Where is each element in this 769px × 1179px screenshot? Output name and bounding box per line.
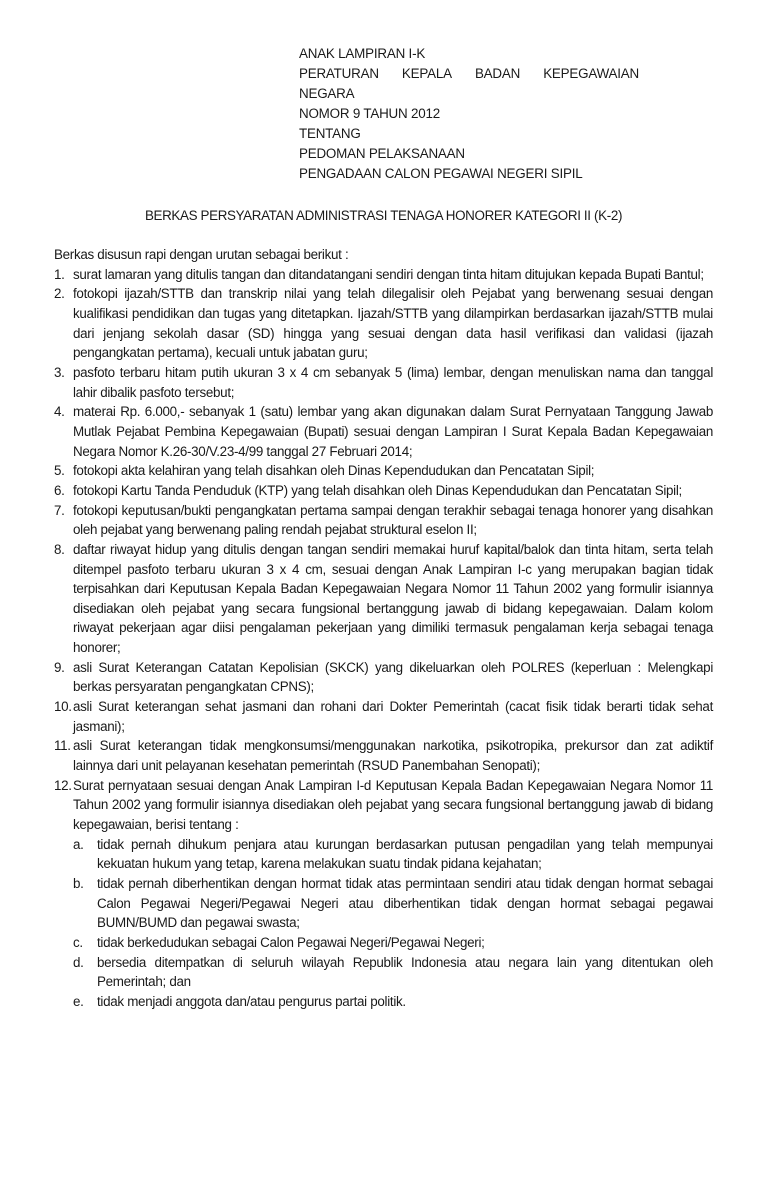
item-text: fotokopi Kartu Tanda Penduduk (KTP) yang telah disahkan oleh Dinas Kependudukan dan Pencatatan Sipil; <box>73 482 682 498</box>
sub-item-text: bersedia ditempatkan di seluruh wilayah Republik Indonesia atau negara lain yang ditentukan oleh Pemerintah; dan <box>97 954 713 990</box>
item-text: pasfoto terbaru hitam putih ukuran 3 x 4 cm sebanyak 5 (lima) lembar, dengan menuliskan nama dan tanggal lahir dibalik pasfoto tersebut; <box>73 364 713 400</box>
header-line-regulation <box>299 64 639 84</box>
list-item <box>54 540 713 658</box>
sub-item-letter: a. <box>73 836 84 852</box>
item-number: 8. <box>54 541 65 557</box>
sub-list-item <box>54 953 713 992</box>
header-line-attachment: ANAK LAMPIRAN I-K <box>299 46 426 61</box>
document-title: BERKAS PERSYARATAN ADMINISTRASI TENAGA HONORER KATEGORI II (K-2) <box>144 208 623 223</box>
item-number: 7. <box>54 502 65 518</box>
list-item <box>54 461 713 481</box>
item-number: 2. <box>54 286 65 302</box>
header-line-subject: PENGADAAN CALON PEGAWAI NEGERI SIPIL <box>299 166 583 181</box>
item-text: asli Surat Keterangan Catatan Kepolisian (SKCK) yang dikeluarkan oleh POLRES (keperluan : Melengkapi berkas persyaratan pengangkatan CPNS); <box>73 659 713 695</box>
sub-list-item <box>54 874 713 933</box>
item-text: fotokopi keputusan/bukti pengangkatan pertama sampai dengan terakhir sebagai tenaga honorer yang disahkan oleh pejabat yang berwenang paling rendah pejabat struktural eselon II; <box>73 502 713 538</box>
item-text: daftar riwayat hidup yang ditulis dengan tangan sendiri memakai huruf kapital/balok dan tinta hitam, serta telah ditempel pasfoto terbaru ukuran 3 x 4 cm, sesuai dengan Anak Lampiran I-c yang merupakan bagian tidak terpisahkan dari Keputusan Kepala Badan Kepegawaian Negara Nomor 11 Tahun 2002 yang formulir isiannya disediakan oleh pejabat yang secara fungsional bertanggung jawab di bidang kepegawaian. Dalam kolom riwayat pekerjaan agar diisi pengalaman pekerjaan yang dimiliki termasuk pengalaman kerja sebagai tenaga honorer; <box>73 541 713 656</box>
header-line-agency: NEGARA <box>299 86 355 101</box>
item-text: fotokopi akta kelahiran yang telah disahkan oleh Dinas Kependudukan dan Pencatatan Sipil; <box>73 463 595 479</box>
item-text: asli Surat keterangan sehat jasmani dan rohani dari Dokter Pemerintah (cacat fisik tidak berarti tidak sehat jasmani); <box>73 699 713 734</box>
document-body <box>54 245 713 1012</box>
sub-item-letter: e. <box>73 993 84 1009</box>
header-word: BADAN <box>474 66 521 81</box>
list-item <box>54 697 713 736</box>
list-item <box>54 284 713 363</box>
item-number: 11. <box>54 738 71 754</box>
item-number: 9. <box>54 659 65 675</box>
sub-list-item <box>54 992 713 1012</box>
header-word: KEPEGAWAIAN <box>543 66 639 81</box>
item-text: fotokopi ijazah/STTB dan transkrip nilai yang telah dilegalisir oleh Pejabat yang berwenang sesuai dengan kualifikasi pendidikan dan tugas yang ditetapkan. Ijazah/STTB yang dilampirkan berdasarkan ijazah/STTB mulai dari jenjang sekolah dasar (SD) hingga yang sesuai dengan data hasil verifikasi dan validasi (ijazah pengangkatan pertama), kecuali untuk jabatan guru; <box>73 286 713 361</box>
header-word: KEPALA <box>401 66 452 81</box>
list-item <box>54 402 713 461</box>
sub-item-text: tidak pernah diberhentikan dengan hormat tidak atas permintaan sendiri atau tidak dengan hormat sebagai Calon Pegawai Negeri/Pegawai Negeri atau diberhentikan tidak dengan hormat sebagai pegawai BUMN/BUMD dan pegawai swasta; <box>97 876 713 931</box>
header-word: PERATURAN <box>299 66 379 81</box>
list-item <box>54 658 713 697</box>
header-line-number: NOMOR 9 TAHUN 2012 <box>299 106 441 121</box>
item-number: 4. <box>54 404 65 420</box>
list-item <box>54 265 713 285</box>
item-text: materai Rp. 6.000,- sebanyak 1 (satu) lembar yang akan digunakan dalam Surat Pernyataan Tanggung Jawab Mutlak Pejabat Pembina Kepegawaian (Bupati) sesuai dengan Lampiran I Surat Kepala Badan Kepegawaian Negara Nomor K.26-30/V.23-4/99 tanggal 27 Februari 2014; <box>73 404 713 459</box>
sub-item-text: tidak berkedudukan sebagai Calon Pegawai Negeri/Pegawai Negeri; <box>97 934 485 950</box>
statement-sub-list <box>54 835 713 1012</box>
item-text: asli Surat keterangan tidak mengkonsumsi/menggunakan narkotika, psikotropika, prekursor dan zat adiktif lainnya dari unit pelayanan kesehatan pemerintah (RSUD Panembahan Senopati); <box>73 738 713 774</box>
item-number: 6. <box>54 482 65 498</box>
sub-item-letter: b. <box>73 876 84 891</box>
sub-item-letter: d. <box>73 954 84 970</box>
list-item <box>54 736 713 775</box>
list-item <box>54 776 713 835</box>
header-line-guideline: PEDOMAN PELAKSANAAN <box>299 146 465 161</box>
list-item <box>54 501 713 540</box>
sub-list-item <box>54 933 713 953</box>
list-item <box>54 481 713 501</box>
sub-list-item <box>54 835 713 874</box>
item-number: 5. <box>54 463 65 479</box>
list-item <box>54 363 713 402</box>
item-number: 3. <box>54 364 65 380</box>
item-text: surat lamaran yang ditulis tangan dan ditandatangani sendiri dengan tinta hitam ditujukan kepada Bupati Bantul; <box>73 266 704 282</box>
intro-text: Berkas disusun rapi dengan urutan sebagai berikut : <box>54 247 349 262</box>
sub-item-letter: c. <box>73 934 83 950</box>
header-line-about: TENTANG <box>299 126 361 141</box>
item-text: Surat pernyataan sesuai dengan Anak Lampiran I-d Keputusan Kepala Badan Kepegawaian Negara Nomor 11 Tahun 2002 yang formulir isiannya disediakan oleh pejabat yang secara fungsional bertanggung jawab di bidang kepegawaian, berisi tentang : <box>73 777 713 833</box>
item-number: 12. <box>54 777 72 793</box>
attachment-header <box>299 44 639 184</box>
sub-item-text: tidak pernah dihukum penjara atau kurungan berdasarkan putusan pengadilan yang telah mempunyai kekuatan hukum yang tetap, karena melakukan suatu tindak pidana kejahatan; <box>97 836 713 872</box>
item-number: 1. <box>54 266 65 282</box>
item-number: 10. <box>54 699 72 715</box>
requirements-list <box>54 265 713 835</box>
sub-item-text: tidak menjadi anggota dan/atau pengurus partai politik. <box>97 993 406 1009</box>
